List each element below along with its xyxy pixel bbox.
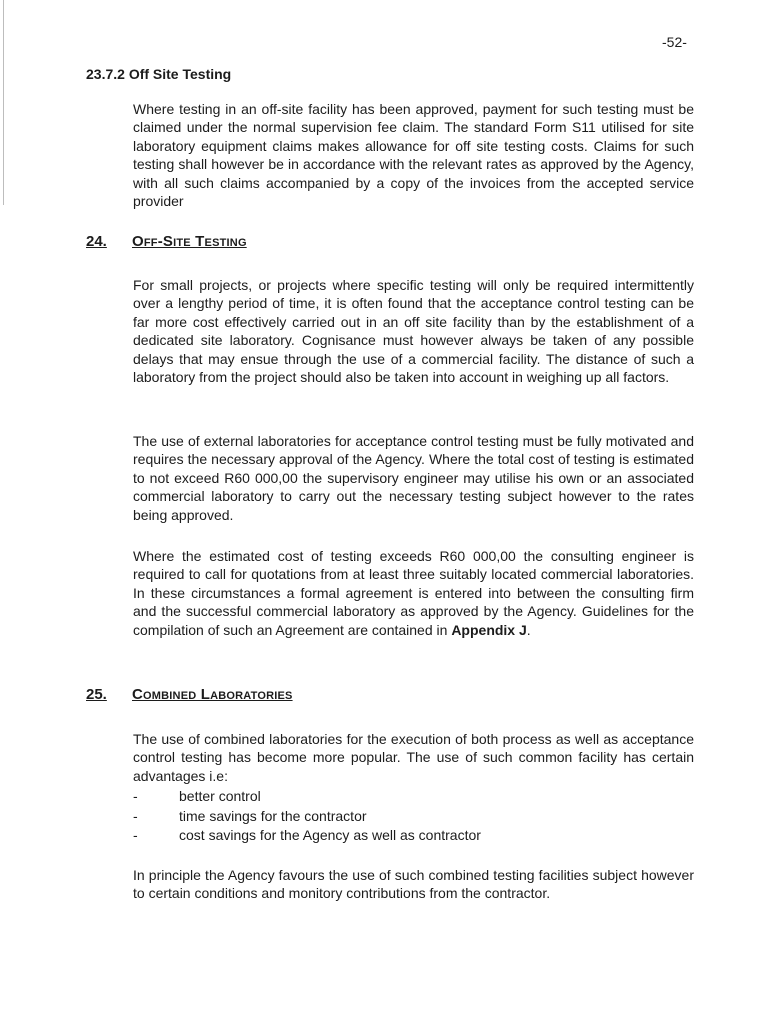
- section-25-number: 25.: [86, 686, 107, 703]
- list-dash: -: [133, 827, 138, 844]
- section-24-paragraph-2: The use of external laboratories for acceptance control testing must be fully motivated and requires the necessary approval of the Agency. Where the total cost of testing is estimated to not exceed R60 000,00 the supervisory engineer may utilise his own or an associated commercial laboratory to carry out the necessary testing subject however to the rates being approved.: [133, 433, 694, 523]
- section-24-paragraph-1: For small projects, or projects where specific testing will only be required intermittently over a lengthy period of time, it is often found that the acceptance control testing can be far more cost effectively carried out in an off site facility than by the establishment of a dedicated site laboratory. Cognisance must however always be taken of any possible delays that may ensue through the use of a commercial facility. The distance of such a laboratory from the project should also be taken into account in weighing up all factors.: [133, 277, 694, 386]
- section-25-closing-paragraph: In principle the Agency favours the use of such combined testing facilities subject however to certain conditions and monitory contributions from the contractor.: [133, 867, 694, 902]
- list-item-text: better control: [179, 788, 261, 804]
- list-item-text: time savings for the contractor: [179, 807, 367, 824]
- list-dash: -: [133, 788, 138, 804]
- section-24-paragraph-3: [133, 547, 694, 639]
- scan-edge-line: [3, 0, 4, 205]
- section-25-title: Combined Laboratories: [132, 686, 293, 703]
- subsection-heading-23-7-2: 23.7.2 Off Site Testing: [86, 66, 232, 82]
- list-item: [133, 826, 481, 846]
- page-number: -52-: [662, 34, 687, 50]
- list-item: [133, 787, 481, 807]
- section-24-title: Off-Site Testing: [132, 233, 247, 250]
- section-25-intro-paragraph: The use of combined laboratories for the execution of both process as well as acceptance control testing has become more popular. The use of such common facility has certain advantages i.e:: [133, 731, 694, 784]
- section-24-paragraph-3-text: Where the estimated cost of testing exceeds R60 000,00 the consulting engineer is required to call for quotations from at least three suitably located commercial laboratories. In these circumstances a formal agreement is entered into between the consulting firm and the successful commercial laboratory as approved by the Agency. Guidelines for the compilation of such an Agreement are contained in: [133, 548, 694, 638]
- list-item: [133, 807, 481, 827]
- list-item-text: cost savings for the Agency as well as contractor: [179, 827, 481, 844]
- section-24-heading: [86, 233, 247, 250]
- section-25-heading: [86, 686, 293, 703]
- advantages-list: [133, 787, 481, 846]
- section-24-number: 24.: [86, 233, 107, 250]
- list-dash: -: [133, 807, 138, 824]
- appendix-j-reference: Appendix J: [451, 621, 527, 638]
- subsection-23-7-2-paragraph: Where testing in an off-site facility has been approved, payment for such testing must be claimed under the normal supervision fee claim. The standard Form S11 utilised for site laboratory equipment claims makes allowance for off site testing costs. Claims for such testing shall however be in accordance with the relevant rates as approved by the Agency, with all such claims accompanied by a copy of the invoices from the accepted service provider: [133, 101, 694, 210]
- section-24-paragraph-3-end: .: [526, 621, 531, 638]
